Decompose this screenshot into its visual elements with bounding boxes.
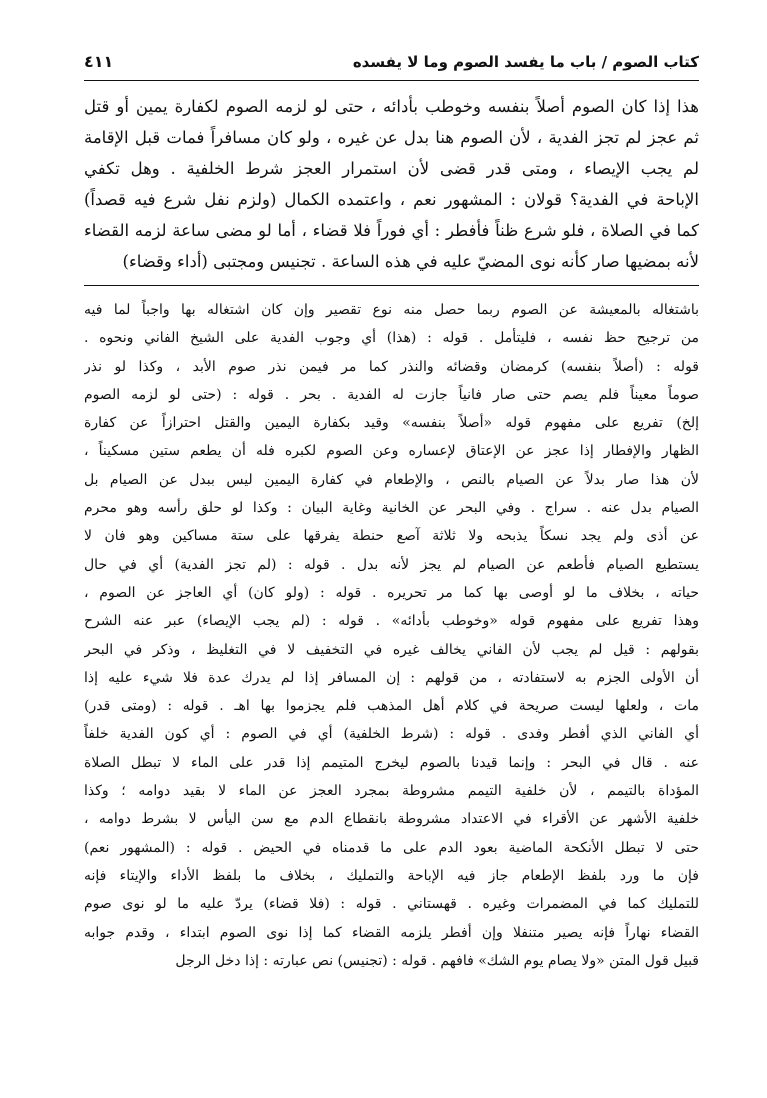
commentary-line: حتى لا تبطل الأنكحة الماضية بعود الدم على ما قدمناه في الحيض . قوله : (المشهور نعم) xyxy=(84,839,699,856)
commentary-line: مات ، ولعلها ليست صريحة في كلام أهل المذهب فلم يجزموا بها اهـ . قوله : (ومتى قدر) xyxy=(84,698,699,715)
commentary-line: حياته ، بخلاف ما لو أوصى بها كما مر تحريره . قوله : (ولو كان) أي العاجز عن الصوم ، xyxy=(84,584,699,601)
commentary-line: القضاء نهاراً فإنه يصير متنفلا وإن أفطر يلزمه القضاء كما إذا نوى الصوم ابتداء ، وقدم جوابه xyxy=(84,924,699,941)
commentary-line: عنه . قال في البحر : وإنما قيدنا بالصوم ليخرج المتيمم إذا قدر على الماء لا تبطل الصلاة xyxy=(84,754,699,771)
header-rule xyxy=(84,80,699,81)
commentary-line: لأن هذا صار بدلاً عن الصيام بالنص ، والإطعام في كفارة اليمين ليس ببدل عن الصيام بل xyxy=(84,471,699,488)
commentary-line: قوله : (أصلاً بنفسه) كرمضان وقضائه والنذر كما مر فيمن نذر صوم الأبد ، وكذا لو نذر xyxy=(84,358,699,375)
commentary-line: للتمليك كما في المضمرات وغيره . قهستاني . قوله : (فلا قضاء) يردّ عليه ما لو نوى صوم xyxy=(84,896,699,913)
main-text-line: لأنه بمضيها صار كأنه نوى المضيّ عليه في هذه الساعة . تجنيس ومجتبى (أداء وقضاء) xyxy=(122,252,699,271)
commentary-line: الصيام بدل عنه . سراج . وفي البحر عن الخانية وغاية البيان : وكذا لو حلق رأسه وهو محرم xyxy=(84,500,699,517)
page-number: ٤١١ xyxy=(84,52,114,71)
commentary-line: الظهار والإفطار إذا عجز عن الإعتاق لإعساره وعن الصوم لكبره فله أن يطعم ستين مسكيناً ، xyxy=(84,443,699,460)
commentary-line: أن الأولى الجزم به لاستفادته ، من قولهم : إن المسافر إذا لم يدرك عدة فلا شيء عليه إذا xyxy=(84,669,699,686)
commentary-line: وهذا تفريع على مفهوم قوله «وخوطب بأدائه» . قوله : (لم يجب الإيصاء) عبر عنه الشرح xyxy=(84,613,699,630)
commentary-line: فإن ما ورد بلفظ الإطعام جاز فيه الإباحة والتمليك ، بخلاف ما بلفظ الأداء والإيتاء فإنه xyxy=(84,867,699,884)
main-text-line: كما في الصلاة ، فلو شرع ظناً فأفطر : أي فوراً فلا قضاء ، أما لو مضى ساعة لزمه القضاء xyxy=(84,221,699,240)
commentary-line: المؤداة بالتيمم ، لأن خلفية التيمم مشروطة بمجرد العجز عن الماء لا بقيد دوامه ؛ وكذا xyxy=(84,783,699,800)
main-text xyxy=(84,91,699,277)
commentary-separator xyxy=(84,285,699,286)
commentary-line: من ترجيح حظ نفسه ، فليتأمل . قوله : (هذا) أي وجوب الفدية على الشيخ الفاني ونحوه . xyxy=(84,330,699,347)
commentary-line: صوماً معيناً فلم يصم حتى صار فانياً جازت له الفدية . بحر . قوله : (حتى لو لزمه الصوم xyxy=(84,386,699,403)
running-header xyxy=(84,52,699,82)
commentary-line: خلفية الأشهر عن الأقراء في الاعتداد مشروطة بانقطاع الدم مع سن اليأس لا بشرط دوامه ، xyxy=(84,811,699,828)
commentary-line: يستطيع الصيام فأطعم عن الصيام لم يجز لأنه بدل . قوله : (لم تجز الفدية) أي في حال xyxy=(84,556,699,573)
commentary-line: أي الفاني الذي أفطر وفدى . قوله : (شرط الخلفية) أي في الصوم : أي كون الفدية خلفاً xyxy=(84,726,699,743)
commentary-line: باشتغاله بالمعيشة عن الصوم ربما حصل منه نوع تقصير وإن كان اشتغاله بها واجباً لما فيه xyxy=(84,302,699,318)
commentary-text xyxy=(84,296,699,975)
main-text-line: هذا إذا كان الصوم أصلاً بنفسه وخوطب بأدائه ، حتى لو لزمه الصوم لكفارة يمين أو قتل xyxy=(84,97,699,116)
commentary-line: بقولهم : قيل لم يجب لأن الفاني يخالف غيره في التخفيف لا في التغليظ ، وذكر في البحر xyxy=(84,641,699,658)
chapter-title: كتاب الصوم / باب ما يفسد الصوم وما لا يفسده xyxy=(352,53,699,71)
main-text-line: ثم عجز لم تجز الفدية ، لأن الصوم هنا بدل عن غيره ، ولو كان مسافراً فمات قبل الإقامة xyxy=(84,128,699,147)
document-page xyxy=(84,52,699,975)
commentary-line: قبيل قول المتن «ولا يصام يوم الشك» فافهم . قوله : (تجنيس) نص عبارته : إذا دخل الرجل xyxy=(175,952,699,969)
commentary-line: عن أذى ولم يجد نسكاً يذبحه ولا ثلاثة آصع حنطة يفرقها على ستة مساكين وهو فان لا xyxy=(84,528,699,545)
main-text-line: الإباحة في الفدية؟ قولان : المشهور نعم ، واعتمده الكمال (ولزم نفل شرع فيه قصداً) xyxy=(84,190,699,209)
commentary-line: إلخ) تفريع على مفهوم قوله «أصلاً بنفسه» وقيد بكفارة اليمين والقتل احترازاً عن كفارة xyxy=(84,415,699,432)
main-text-line: لم يجب الإيصاء ، ومتى قدر قضى لأن استمرار العجز شرط الخلفية . وهل تكفي xyxy=(84,159,699,178)
